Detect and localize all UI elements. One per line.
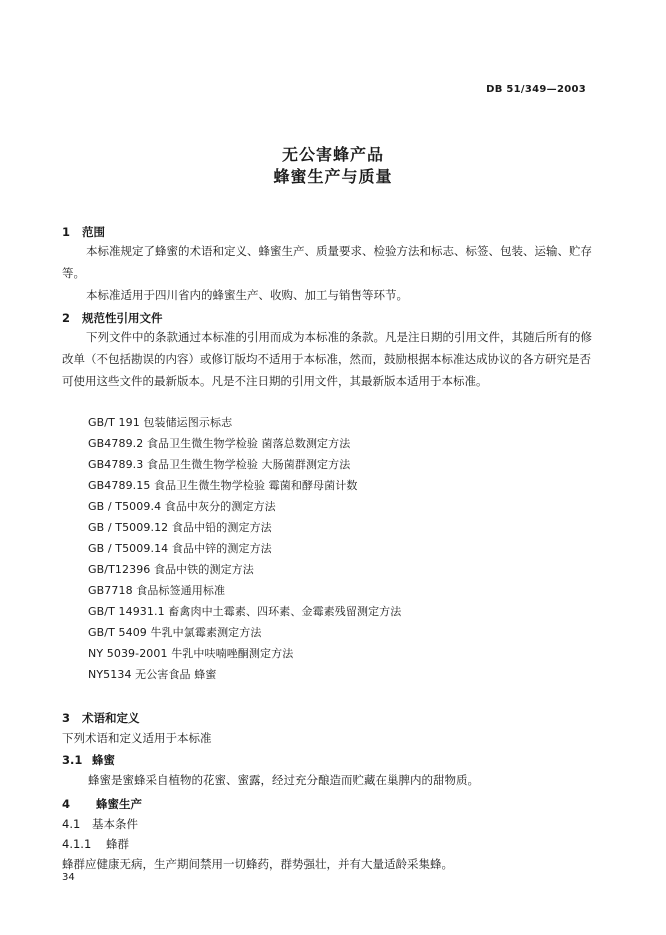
subsection-title: 基本条件	[92, 817, 138, 831]
subsection-number: 4.1.1	[62, 837, 92, 851]
term-definition: 蜂蜜是蜜蜂采自植物的花蜜、蜜露，经过充分酿造而贮藏在巢脾内的甜物质。	[88, 773, 479, 787]
section-title: 蜂蜜生产	[96, 797, 142, 811]
document-title-line1: 无公害蜂产品	[281, 145, 384, 164]
section-number: 1	[62, 225, 71, 239]
section-number: 3	[62, 711, 71, 725]
subsection-4-1-heading	[62, 816, 138, 832]
reference-item: GB4789.2 食品卫生微生物学检验 菌落总数测定方法	[88, 437, 351, 450]
reference-item: GB4789.3 食品卫生微生物学检验 大肠菌群测定方法	[88, 458, 351, 471]
reference-item: GB/T 191 包装储运图示标志	[88, 416, 233, 429]
reference-item: GB / T5009.4 食品中灰分的测定方法	[88, 500, 276, 513]
subsection-number: 3.1	[62, 753, 83, 767]
section-4-heading	[62, 796, 142, 812]
subsection-number: 4.1	[62, 817, 81, 831]
page-number: 34	[62, 872, 75, 883]
reference-item: GB4789.15 食品卫生微生物学检验 霉菌和酵母菌计数	[88, 479, 358, 492]
section-title: 术语和定义	[82, 711, 140, 725]
section-1-paragraph-1: 本标准规定了蜂蜜的术语和定义、蜂蜜生产、质量要求、检验方法和标志、标签、包装、运输、贮存等。	[62, 244, 592, 280]
section-number: 2	[62, 311, 71, 325]
section-2-heading	[62, 310, 163, 326]
subsection-title: 蜂蜜	[92, 753, 115, 767]
section-2-paragraph-1: 下列文件中的条款通过本标准的引用而成为本标准的条款。凡是注日期的引用文件，其随后所有的修改单（不包括勘误的内容）或修订版均不适用于本标准，然而，鼓励根据本标准达成协议的各方研究是否可使用这些文件的最新版本。凡是不注日期的引用文件，其最新版本适用于本标准。	[62, 330, 592, 388]
section-title: 范围	[82, 225, 105, 239]
reference-item: GB / T5009.12 食品中铅的测定方法	[88, 521, 272, 534]
section-1-paragraph-2: 本标准适用于四川省内的蜂蜜生产、收购、加工与销售等环节。	[86, 288, 408, 302]
reference-item: GB7718 食品标签通用标准	[88, 584, 226, 597]
reference-item: GB / T5009.14 食品中锌的测定方法	[88, 542, 272, 555]
reference-item: GB/T12396 食品中铁的测定方法	[88, 563, 254, 576]
subsection-4-1-1-text: 蜂群应健康无病，生产期间禁用一切蜂药，群势强壮，并有大量适龄采集蜂。	[62, 857, 453, 871]
section-title: 规范性引用文件	[82, 311, 163, 325]
section-1-heading	[62, 224, 105, 240]
reference-item: NY 5039-2001 牛乳中呋喃唑酮测定方法	[88, 647, 294, 660]
standard-code: DB 51/349—2003	[486, 84, 586, 95]
subsection-title: 蜂群	[106, 837, 129, 851]
subsection-4-1-1-heading	[62, 836, 129, 852]
section-3-heading	[62, 710, 140, 726]
subsection-3-1-heading	[62, 752, 115, 768]
reference-item: GB/T 5409 牛乳中氯霉素测定方法	[88, 626, 262, 639]
reference-item: GB/T 14931.1 畜禽肉中土霉素、四环素、金霉素残留测定方法	[88, 605, 402, 618]
section-number: 4	[62, 797, 71, 811]
document-title-line2: 蜂蜜生产与质量	[273, 167, 393, 186]
section-3-intro: 下列术语和定义适用于本标准	[62, 731, 212, 745]
reference-item: NY5134 无公害食品 蜂蜜	[88, 668, 217, 681]
